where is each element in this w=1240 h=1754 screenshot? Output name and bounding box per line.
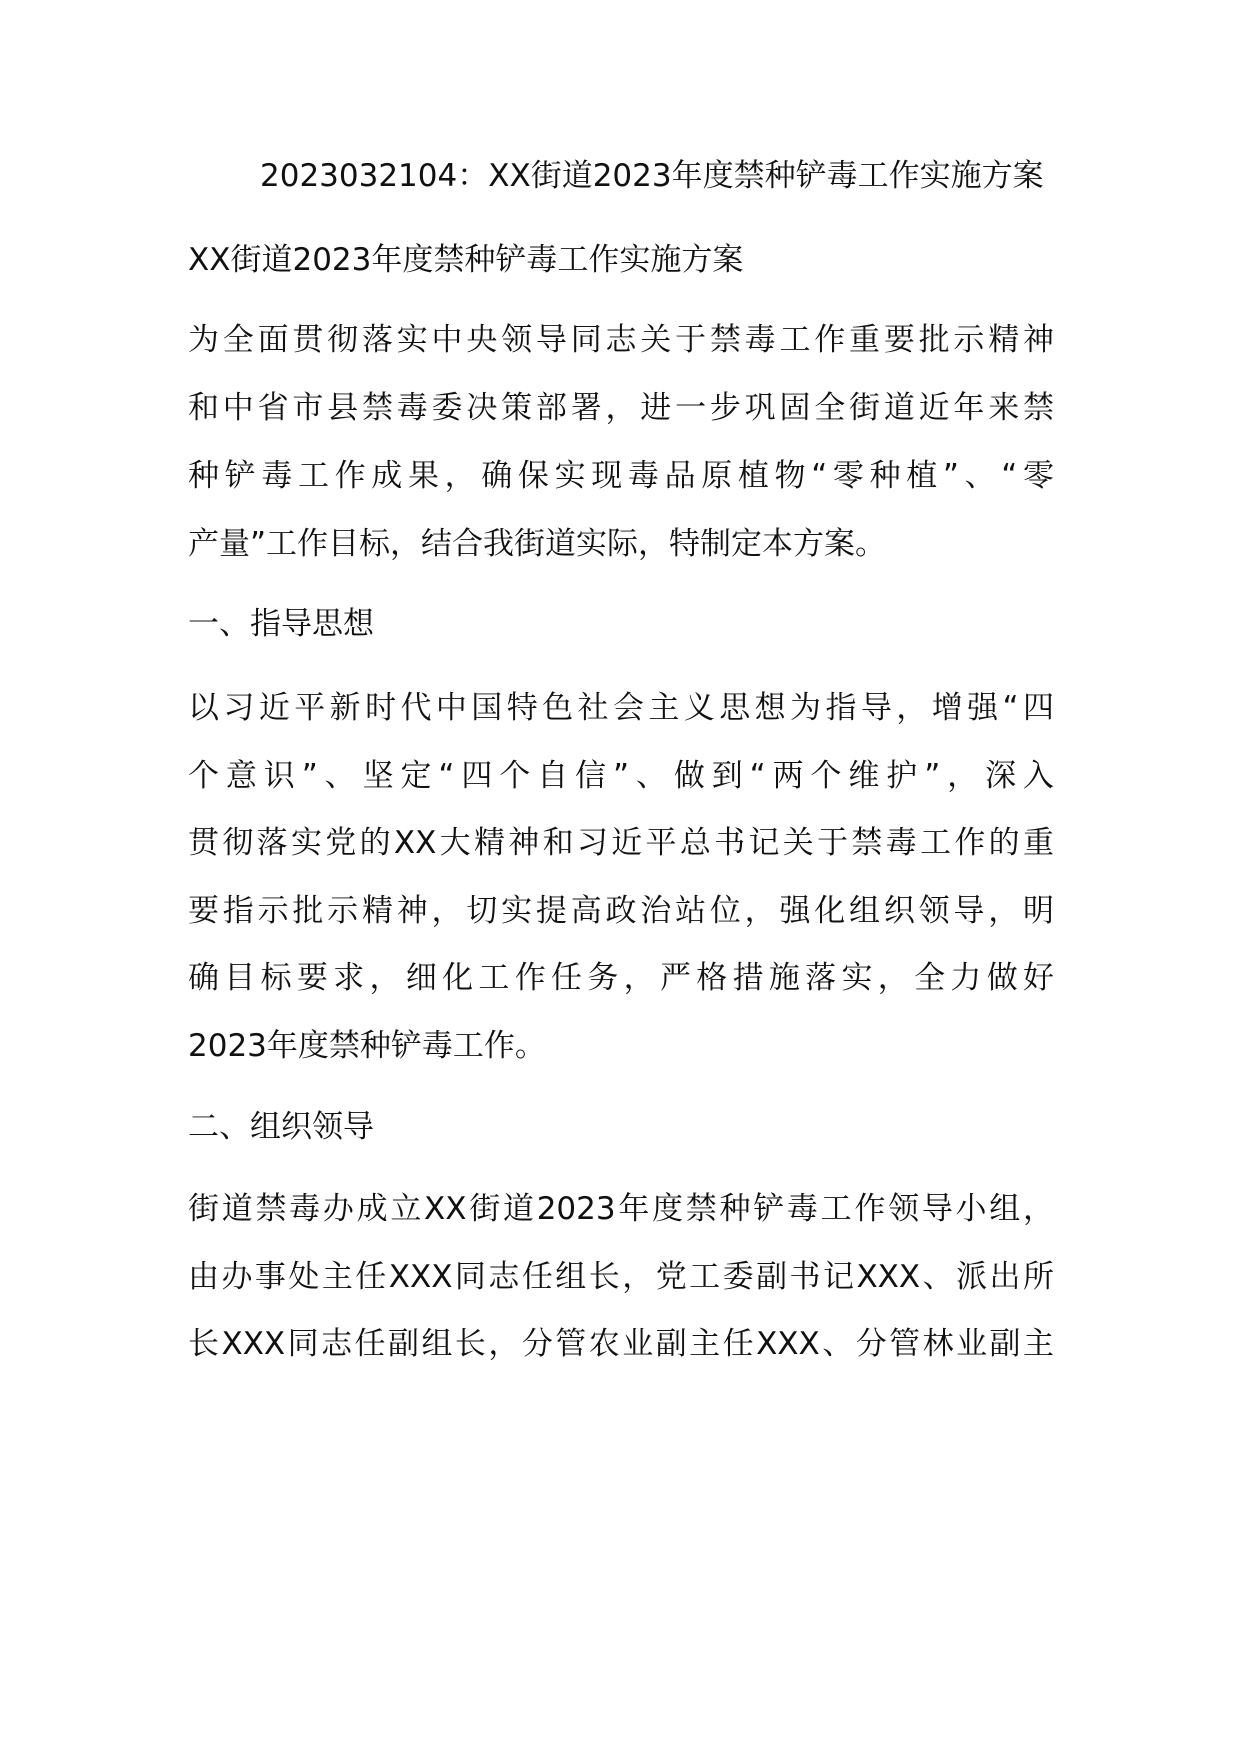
intro-line-1: 为全面贯彻落实中央领导同志关于禁毒工作重要批示精神 <box>188 322 1054 358</box>
intro-line-3: 种铲毒工作成果，确保实现毒品原植物“零种植”、“零 <box>188 458 1054 494</box>
section2-line-2: 由办事处主任XXX同志任组长，党工委副书记XXX、派出所 <box>188 1259 1054 1295</box>
intro-line-2: 和中省市县禁毒委决策部署，进一步巩固全街道近年来禁 <box>188 390 1054 426</box>
section1-line-6: 2023年度禁种铲毒工作。 <box>188 1028 546 1064</box>
document-title-line: 2023032104：XX街道2023年度禁种铲毒工作实施方案 <box>260 158 1044 194</box>
section2-line-1: 街道禁毒办成立XX街道2023年度禁种铲毒工作领导小组， <box>188 1191 1054 1227</box>
section1-line-2: 个意识”、坚定“四个自信”、做到“两个维护”，深入 <box>188 758 1054 794</box>
section-heading-guiding-thought: 一、指导思想 <box>188 606 374 642</box>
section-heading-organization: 二、组织领导 <box>188 1109 374 1145</box>
section1-line-3: 贯彻落实党的XX大精神和习近平总书记关于禁毒工作的重 <box>188 825 1054 861</box>
section1-line-4: 要指示批示精神，切实提高政治站位，强化组织领导，明 <box>188 893 1054 929</box>
intro-line-4: 产量”工作目标，结合我街道实际，特制定本方案。 <box>188 526 887 562</box>
section2-line-3: 长XXX同志任副组长，分管农业副主任XXX、分管林业副主 <box>188 1326 1054 1362</box>
document-heading: XX街道2023年度禁种铲毒工作实施方案 <box>188 242 744 278</box>
section1-line-1: 以习近平新时代中国特色社会主义思想为指导，增强“四 <box>188 690 1054 726</box>
section1-line-5: 确目标要求，细化工作任务，严格措施落实，全力做好 <box>188 960 1054 996</box>
